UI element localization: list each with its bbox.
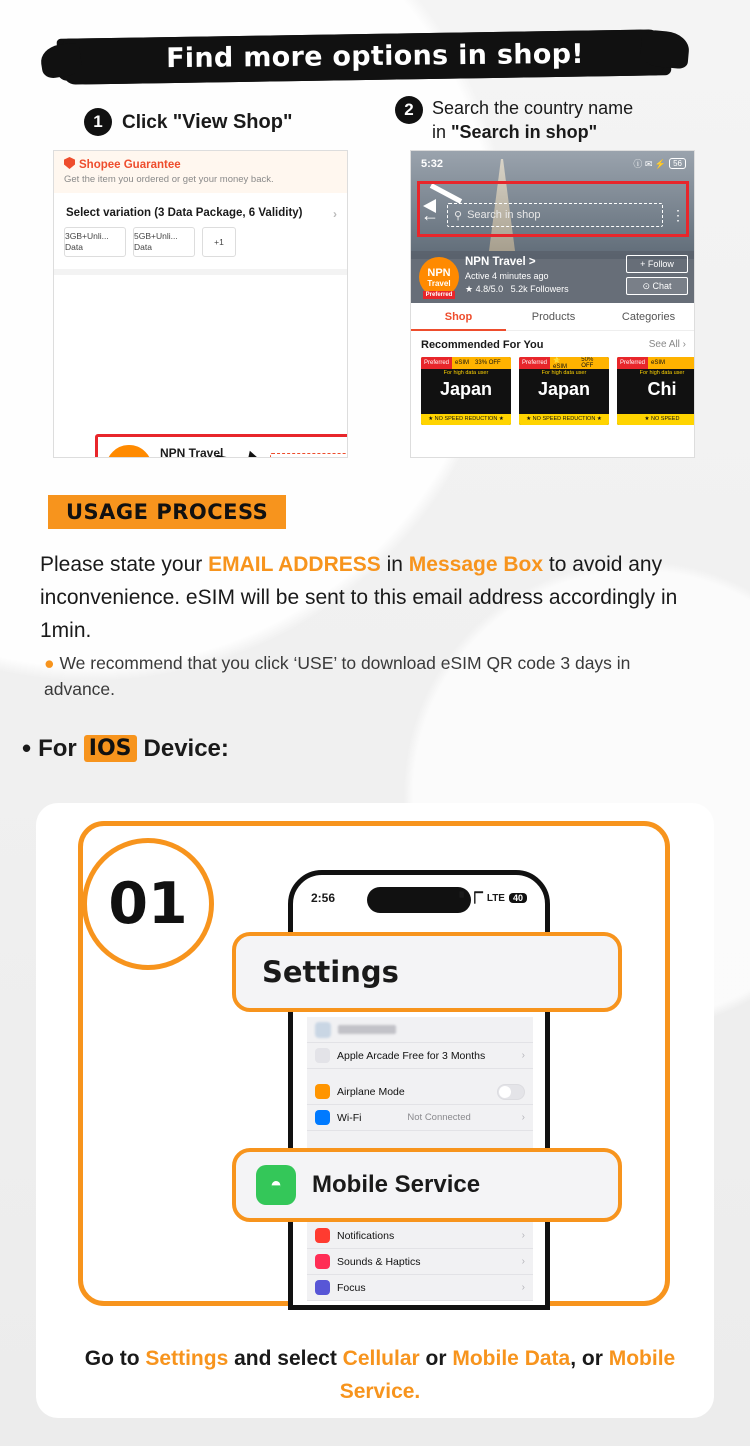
search-placeholder: Search in shop: [467, 209, 541, 221]
bullet-icon: ●: [44, 653, 55, 673]
usage-paragraph: [40, 548, 705, 647]
title-banner: [0, 18, 750, 90]
chevron-right-icon: ›: [521, 1050, 525, 1061]
status-glyphs: ⓘ ✉ ⚡: [633, 159, 667, 169]
caption-mobile-data: Mobile Data: [452, 1347, 571, 1370]
seller-name: NPN Travel: [160, 446, 224, 458]
product-title: Japan: [537, 379, 591, 399]
ios-badge: IOS: [84, 735, 137, 762]
battery-indicator: 56: [669, 158, 686, 169]
step-2-header: [395, 96, 725, 144]
seller-highlight-box: [95, 434, 348, 458]
select-variation-row[interactable]: [54, 201, 348, 225]
step-1-header: [84, 108, 292, 136]
focus-icon: [315, 1280, 330, 1295]
divider: [54, 269, 348, 275]
usage-process-tag: USAGE PROCESS: [48, 495, 286, 529]
product-title: Chi: [647, 379, 677, 399]
chevron-right-icon: ›: [521, 1112, 525, 1123]
wifi-value: Not Connected: [407, 1112, 471, 1123]
product-title: Japan: [439, 379, 493, 399]
ios-suffix: Device:: [143, 734, 229, 762]
tab-products[interactable]: Products: [531, 310, 576, 323]
guarantee-title: Shopee Guarantee: [79, 159, 181, 171]
shop-seller-bar: [411, 251, 695, 303]
preferred-badge: Preferred: [423, 291, 456, 299]
product-tag: Preferred: [421, 357, 452, 369]
signal-icon: ▘▕▔: [459, 892, 483, 904]
settings-row[interactable]: [307, 1079, 533, 1105]
shop-seller-active: Active 4 minutes ago: [465, 271, 549, 281]
variation-chip[interactable]: 5GB+Unli... Data: [133, 227, 195, 257]
more-options-icon[interactable]: ⋮: [671, 206, 686, 223]
wifi-icon: [315, 1110, 330, 1125]
recommended-header: [411, 335, 695, 355]
variation-chip[interactable]: 3GB+Unli... Data: [64, 227, 126, 257]
battery-indicator: 40: [509, 893, 527, 903]
product-off: 33% OFF: [475, 360, 501, 366]
step-2-text: [432, 96, 633, 144]
caption-c: or: [419, 1347, 453, 1370]
settings-row[interactable]: [307, 1223, 533, 1249]
product-footnote: ★ NO SPEED REDUCTION ★: [519, 414, 609, 425]
tab-shop[interactable]: Shop: [411, 303, 506, 331]
airplane-icon: [315, 1084, 330, 1099]
product-off: 50% OFF: [581, 357, 594, 369]
back-arrow-icon[interactable]: ←: [421, 204, 439, 225]
settings-row[interactable]: [307, 1105, 533, 1131]
airplane-toggle[interactable]: [497, 1084, 525, 1100]
network-label: LTE: [486, 892, 505, 904]
tab-categories[interactable]: Categories: [621, 310, 676, 323]
product-footnote: ★ NO SPEED: [617, 414, 695, 425]
ios-heading: [22, 733, 522, 764]
step-1-text: [122, 111, 292, 134]
arcade-icon: [315, 1048, 330, 1063]
variation-chip-more[interactable]: +1: [202, 227, 236, 257]
mobile-service-icon: ◓: [256, 1165, 296, 1205]
settings-row-label: Sounds & Haptics: [337, 1255, 421, 1268]
follow-button[interactable]: + Follow: [626, 255, 688, 273]
avatar-name: NPN: [427, 266, 451, 279]
apple-id-row[interactable]: [307, 1017, 533, 1043]
usage-email-highlight: EMAIL ADDRESS: [208, 553, 381, 576]
step-01-caption: [70, 1342, 690, 1408]
settings-row[interactable]: [307, 1275, 533, 1301]
callout-mobile-service: [232, 1148, 622, 1222]
seller-card: [98, 437, 348, 458]
notifications-icon: [315, 1228, 330, 1243]
usage-p1-c: to avoid any inconvenience. eSIM will be sent to this email address accordingly in 1min.: [40, 553, 678, 642]
product-tag: Preferred: [617, 357, 648, 369]
chevron-right-icon: ›: [521, 1282, 525, 1293]
product-sub: For high data user: [541, 370, 587, 376]
status-icons: [633, 157, 686, 170]
caption-a: Go to: [84, 1347, 146, 1370]
callout-settings-label: Settings: [262, 955, 399, 989]
settings-row-label: Wi-Fi: [337, 1111, 362, 1124]
sounds-icon: [315, 1254, 330, 1269]
settings-row-label: Apple Arcade Free for 3 Months: [337, 1049, 486, 1062]
usage-p1-a: Please state your: [40, 553, 209, 576]
screenshot-shop-page: [410, 150, 695, 458]
usage-message-box-highlight: Message Box: [408, 553, 544, 576]
shop-seller-name: NPN Travel >: [465, 256, 536, 268]
variation-chips: [64, 227, 236, 257]
avatar: [106, 445, 152, 458]
product-card[interactable]: [421, 357, 511, 425]
step-1-badge: 1: [84, 108, 112, 136]
step-1-text-plain: Click: [122, 111, 173, 133]
caption-mobile-service: Mobile Service.: [339, 1347, 676, 1403]
banner-title: Find more options in shop!: [165, 38, 585, 75]
recommended-title: Recommended For You: [421, 339, 544, 351]
shop-seller-rating: ★ 4.8/5.0 5.2k Followers: [465, 284, 569, 294]
avatar: [419, 257, 459, 297]
bullet-icon: •: [22, 733, 32, 763]
settings-row-label: Notifications: [337, 1229, 395, 1242]
phone-status-bar: [411, 157, 695, 170]
step-2-line-1: Search the country name: [432, 98, 634, 118]
guarantee-subtitle: Get the item you ordered or get your money back.: [64, 174, 274, 185]
product-discount: ⭐ eSIM: [553, 357, 568, 370]
settings-row-label: Airplane Mode: [337, 1085, 405, 1098]
product-footnote: ★ NO SPEED REDUCTION ★: [421, 414, 511, 425]
view-shop-button[interactable]: [270, 453, 348, 458]
product-card[interactable]: [617, 357, 695, 425]
usage-note-text: We recommend that you click ‘USE’ to download eSIM QR code 3 days in advance.: [44, 653, 631, 699]
phone-time: 2:56: [311, 891, 336, 905]
caption-cellular: Cellular: [342, 1347, 420, 1370]
caption-b: and select: [228, 1347, 343, 1370]
caption-d: , or: [570, 1347, 609, 1370]
avatar-sub: Travel: [427, 278, 451, 288]
chevron-right-icon: ›: [521, 1230, 525, 1241]
callout-settings: [232, 932, 622, 1012]
step-2-badge: 2: [395, 96, 423, 124]
search-highlight-box: [417, 181, 689, 237]
shopee-guarantee: [54, 151, 348, 193]
step-2-line-2-plain: in: [432, 122, 452, 142]
phone-status-bar: [293, 891, 545, 905]
shield-icon: [64, 157, 75, 169]
screenshot-product-page: [53, 150, 348, 458]
recommended-see-all[interactable]: See All ›: [648, 339, 686, 350]
status-time: 5:32: [421, 157, 444, 170]
ios-prefix: For: [38, 734, 77, 762]
chevron-right-icon: ›: [333, 207, 337, 221]
product-sub: For high data user: [639, 370, 685, 376]
product-discount: eSIM: [651, 360, 666, 366]
settings-row-label: Focus: [337, 1281, 366, 1294]
product-card[interactable]: [519, 357, 609, 425]
settings-row[interactable]: [307, 1043, 533, 1069]
search-icon: ⚲: [454, 209, 463, 222]
product-tag: Preferred: [519, 357, 550, 369]
chat-button[interactable]: ⊙ Chat: [626, 277, 688, 295]
pointer-arrow-icon: [216, 451, 262, 458]
usage-p1-b: in: [380, 553, 409, 576]
settings-row[interactable]: [307, 1249, 533, 1275]
step-01-number: 01: [82, 838, 214, 970]
callout-mobile-label: Mobile Service: [312, 1171, 481, 1198]
select-variation-label: Select variation (3 Data Package, 6 Validity): [66, 207, 303, 219]
product-list: [421, 357, 695, 425]
step-1-text-bold: "View Shop": [172, 110, 293, 133]
product-sub: For high data user: [443, 370, 489, 376]
usage-note: [44, 650, 704, 702]
shop-tabs: [411, 303, 695, 331]
step-2-line-2-bold: "Search in shop": [451, 122, 598, 142]
chevron-right-icon: ›: [521, 1256, 525, 1267]
product-discount: eSIM: [455, 360, 470, 366]
caption-settings: Settings: [145, 1347, 229, 1370]
